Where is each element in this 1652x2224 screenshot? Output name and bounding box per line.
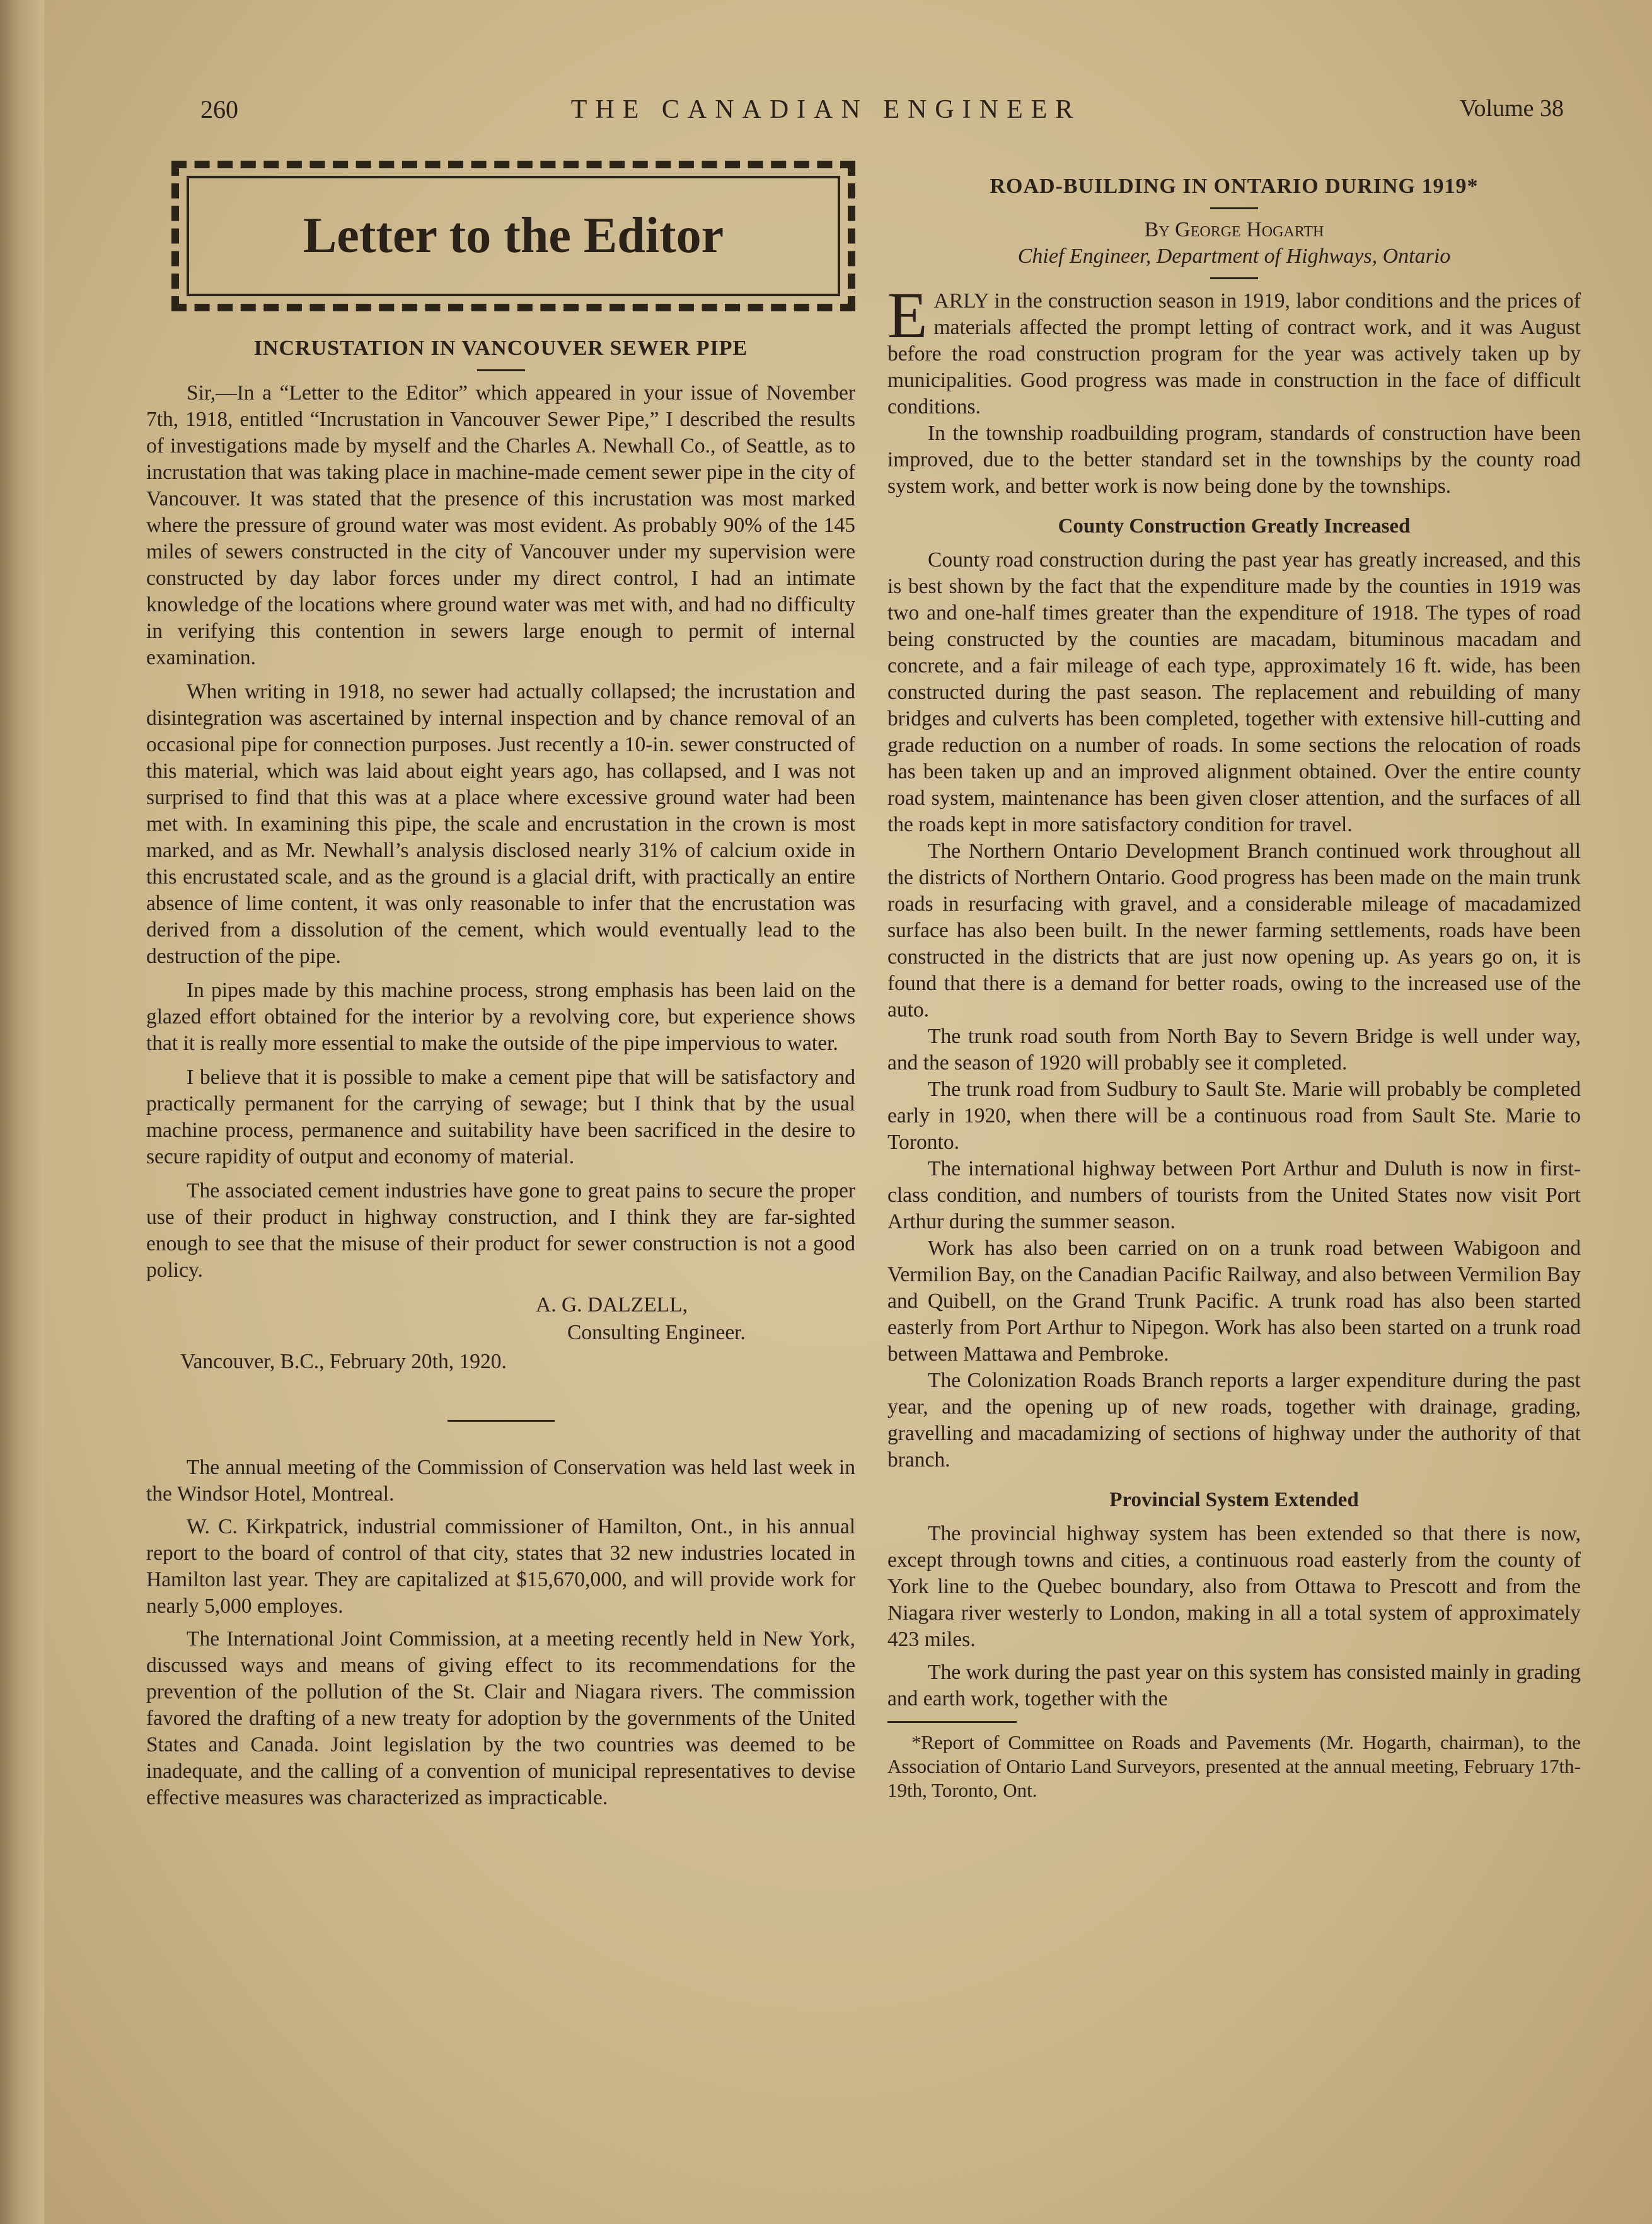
footnote: *Report of Committee on Roads and Pavements (Mr. Hogarth, chairman), to the Association of Ontario Land Surveyors, presented at the annual meeting, February 17th-19th, Toronto, Ont. <box>887 1731 1581 1801</box>
signature-title: Consulting Engineer. <box>567 1321 746 1344</box>
signature-name: A. G. DALZELL, <box>536 1293 688 1317</box>
article-paragraph: The trunk road south from North Bay to Severn Bridge is well under way, and the season of 1920 will probably see it completed. <box>887 1025 1581 1075</box>
intro-paragraph <box>887 279 1581 420</box>
journal-title: THE CANADIAN ENGINEER <box>570 95 1082 124</box>
article-paragraph: County road construction during the past year has greatly increased, and this is best shown by the fact that the expenditure made by the counties in 1919 was two and one-half times greater than the expenditure of 1918. The types of road being constructed by the counties are macadam, bituminous macadam and concrete, and a fair mileage of each type, approximately 16 ft. wide, has been constructed during the past season. The replacement and rebuilding of many bridges and culverts has been completed, together with extensive hill-cutting and grade reduction on a number of roads. In some sections the relocation of roads has been taken up and an improved alignment obtained. Over the entire county road system, maintenance has been given closer attention, and the surfaces of all the roads kept in more satisfactory condition for travel. <box>887 548 1581 836</box>
page-number: 260 <box>200 95 238 124</box>
letter-paragraph: Sir,—In a “Letter to the Editor” which appeared in your issue of November 7th, 1918, entitled “Incrustation in Vancouver Sewer Pipe,” I described the results of investigations made by myself and the Charles A. Newhall Co., of Seattle, as to incrustation that was taking place in machine-made cement sewer pipe in the city of Vancouver. It was stated that the presence of this incrustation was most marked where the pressure of ground water was most evident. As probably 90% of the 145 miles of sewers constructed in the city of Vancouver under my supervision were constructed by day labor forces under my direct control, I had an intimate knowledge of the locations where ground water was met with, and had no difficulty in verifying this contention in sewers large enough to permit of internal examination. <box>146 381 855 669</box>
left-column <box>146 161 855 1811</box>
article-paragraph: The Colonization Roads Branch reports a larger expenditure during the past year, and the opening up of new roads, together with drainage, grading, gravelling and macadamizing of sections of highway under the authority of that branch. <box>887 1369 1581 1472</box>
letter-title: INCRUSTATION IN VANCOUVER SEWER PIPE <box>253 337 748 360</box>
article-paragraph: In the township roadbuilding program, standards of construction have been improved, due to the better standard set in the townships by the county road system work, and better work is now being done by the townships. <box>887 422 1581 498</box>
byline-rule <box>1210 277 1258 279</box>
volume-label: Volume 38 <box>1459 95 1564 122</box>
article-paragraph: The trunk road from Sudbury to Sault Ste. Marie will probably be completed early in 1920, when there will be a continuous road from Sault Ste. Marie to Toronto. <box>887 1078 1581 1154</box>
letter-paragraph: In pipes made by this machine process, strong emphasis has been laid on the glazed effort obtained for the interior by a revolving core, but experience shows that it is really more essential to make the outside of the pipe impervious to water. <box>146 979 855 1055</box>
intro-text: ARLY in the construction season in 1919, labor conditions and the prices of materials affected the prompt letting of contract work, and it was August before the road construction program for the year was actively taken up by municipalities. Good progress was made in construction in the face of difficult conditions. <box>887 289 1581 418</box>
title-rule <box>477 369 525 371</box>
article-byline <box>887 218 1581 242</box>
article-paragraph: The international highway between Port Arthur and Duluth is now in first-class condition, and numbers of tourists from the United States now visit Port Arthur during the summer season. <box>887 1157 1581 1233</box>
article-paragraph: The Northern Ontario Development Branch continued work throughout all the districts of Northern Ontario. Good progress has been made on the main trunk roads in resurfacing with gravel, and a considerable mileage of macadamized surface has also been built. In the newer farming settlements, roads have been constructed in the districts that are just now opening up. As years go on, it is found that there is a demand for better roads, owing to the increased use of the auto. <box>887 839 1581 1022</box>
news-note: The annual meeting of the Commission of Conservation was held last week in the Windsor Hotel, Montreal. <box>146 1456 855 1506</box>
footnote-rule <box>887 1721 1017 1723</box>
banner-title: Letter to the Editor <box>303 208 724 263</box>
author-name: George Hogarth <box>1175 218 1324 241</box>
title-rule <box>1210 207 1258 209</box>
letter-paragraph: I believe that it is possible to make a cement pipe that will be satisfactory and practically permanent for the carrying of sewage; but I think that by the usual machine process, permanence and suitability have been sacrificed in the desire to secure rapidity of output and economy of material. <box>146 1066 855 1168</box>
article-paragraph: The provincial highway system has been extended so that there is now, except through towns and cities, a continuous road easterly from the county of York line to the Quebec boundary, also from Ottawa to Prescott and from the Niagara river westerly to London, making in all a total system of approximately 423 miles. <box>887 1522 1581 1651</box>
letter-to-editor-banner <box>171 161 855 311</box>
news-note: W. C. Kirkpatrick, industrial commissioner of Hamilton, Ont., in his annual report to the board of control of that city, states that 32 new industries located in Hamilton last year. They are capitalized at $15,670,000, and will provide work for nearly 5,000 employes. <box>146 1515 855 1618</box>
article-paragraph: Work has also been carried on on a trunk road between Wabigoon and Vermilion Bay, on the Canadian Pacific Railway, and also between Vermilion Bay and Quibell, on the Grand Trunk Pacific. A trunk road has also been started easterly from Port Arthur to Nipegon. Work has also been started on a trunk road between Mattawa and Pembroke. <box>887 1236 1581 1366</box>
letter-paragraph: When writing in 1918, no sewer had actually collapsed; the incrustation and disintegration was ascertained by internal inspection and by chance removal of an occasional pipe for connection purposes. Just recently a 10-in. sewer constructed of this material, which was laid about eight years ago, has collapsed, and I was not surprised to find that this was at a place where excessive ground water had been met with. In examining this pipe, the scale and encrustation in the crown is most marked, and as Mr. Newhall’s analysis disclosed nearly 31% of calcium oxide in this encrustated scale, and as the ground is a glacial drift, with practically an entire absence of lime content, it was only reasonable to infer that the encrustation was derived from a dissolution of the cement, which would eventually lead to the destruction of the pipe. <box>146 680 855 968</box>
signature-place-date: Vancouver, B.C., February 20th, 1920. <box>180 1350 507 1373</box>
article-paragraph: The work during the past year on this system has consisted mainly in grading and earth work, together with the <box>887 1661 1581 1710</box>
news-note: The International Joint Commission, at a meeting recently held in New York, discussed ways and means of giving effect to its recommendations for the prevention of the pollution of the St. Clair and Niagara rivers. The commission favored the drafting of a new treaty for adoption by the governments of the United States and Canada. Joint legislation by the two countries was deemed to be inadequate, and the calling of a convention of municipal representatives to devise effective measures was characterized as impracticable. <box>146 1627 855 1809</box>
section-divider <box>448 1420 555 1422</box>
subhead-provincial: Provincial System Extended <box>1109 1489 1359 1511</box>
right-column <box>887 161 1581 1802</box>
subhead-county: County Construction Greatly Increased <box>1058 515 1411 538</box>
byline-prefix: By <box>1144 218 1170 241</box>
letter-paragraph: The associated cement industries have gone to great pains to secure the proper use of their product in highway construction, and I think they are far-sighted enough to see that the misuse of their product for sewer construction is not a good policy. <box>146 1179 855 1282</box>
book-spine-edge <box>0 0 44 2224</box>
article-title: ROAD-BUILDING IN ONTARIO DURING 1919* <box>990 175 1479 198</box>
banner-inner-frame <box>187 176 840 296</box>
running-header <box>0 95 1652 132</box>
letter-signature <box>146 1291 855 1376</box>
author-affiliation: Chief Engineer, Department of Highways, Ontario <box>1017 245 1451 268</box>
drop-cap: E <box>887 279 928 352</box>
